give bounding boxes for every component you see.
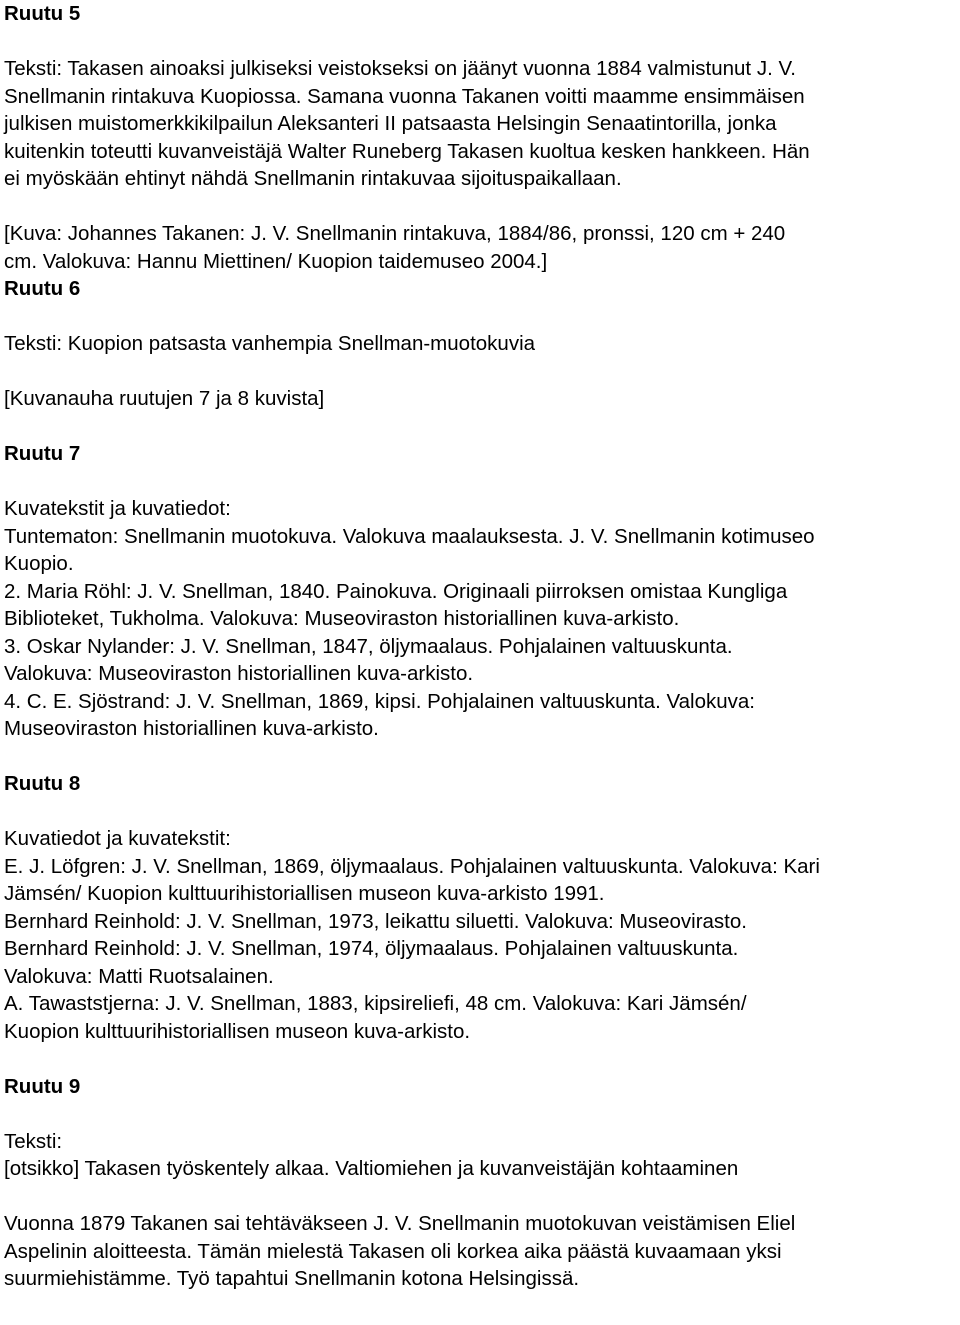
section-label-ruutu-9: Teksti: — [4, 1129, 63, 1153]
text-line: julkisen muistomerkkikilpailun Aleksanteri II patsaasta Helsingin Senaatintorilla, jonka — [4, 112, 777, 135]
section-heading-ruutu-8: Ruutu 8 — [4, 772, 81, 795]
caption-line: Kuopio. — [4, 552, 74, 575]
spacer — [4, 468, 954, 496]
caption-line: 3. Oskar Nylander: J. V. Snellman, 1847, öljymaalaus. Pohjalainen valtuuskunta. — [4, 634, 733, 658]
spacer — [4, 743, 954, 771]
text-line: Teksti: Takasen ainoaksi julkiseksi veistokseksi on jäänyt vuonna 1884 valmistunut J. V. — [4, 57, 796, 80]
spacer — [4, 28, 954, 56]
text-line: kuitenkin toteutti kuvanveistäjä Walter Runeberg Takasen kuoltua kesken hankkeen. Hän — [4, 139, 810, 163]
caption-line: 4. C. E. Sjöstrand: J. V. Snellman, 1869, kipsi. Pohjalainen valtuuskunta. Valokuva: — [4, 689, 755, 713]
caption-line: Valokuva: Museoviraston historiallinen kuva-arkisto. — [4, 662, 474, 685]
spacer — [4, 1183, 954, 1211]
text-line: ei myöskään ehtinyt nähdä Snellmanin rintakuvaa sijoituspaikallaan. — [4, 167, 622, 190]
section-text-ruutu-6: Teksti: Kuopion patsasta vanhempia Snellman-muotokuvia — [4, 332, 536, 355]
section-heading-ruutu-7: Ruutu 7 — [4, 442, 81, 465]
caption-line: Kuopion kulttuurihistoriallisen museon kuva-arkisto. — [4, 1019, 471, 1043]
caption-line: 2. Maria Röhl: J. V. Snellman, 1840. Painokuva. Originaali piirroksen omistaa Kungliga — [4, 579, 788, 603]
section-heading-ruutu-5: Ruutu 5 — [4, 2, 81, 25]
text-line: Snellmanin rintakuva Kuopiossa. Samana vuonna Takanen voitti maamme ensimmäisen — [4, 84, 805, 108]
text-line: Vuonna 1879 Takanen sai tehtäväkseen J. V. Snellmanin muotokuvan veistämisen Eliel — [4, 1212, 796, 1235]
section-text-ruutu-9 — [4, 1210, 954, 1293]
spacer — [4, 1045, 954, 1073]
image-caption-ruutu-5 — [4, 220, 954, 275]
spacer — [4, 798, 954, 826]
section-label-ruutu-8: Kuvatiedot ja kuvatekstit: — [4, 827, 231, 850]
caption-line: [Kuva: Johannes Takanen: J. V. Snellmanin rintakuva, 1884/86, pronssi, 120 cm + 240 — [4, 222, 786, 245]
section-title-ruutu-9: [otsikko] Takasen työskentely alkaa. Valtiomiehen ja kuvanveistäjän kohtaaminen — [4, 1157, 739, 1180]
spacer — [4, 193, 954, 221]
caption-line: Museoviraston historiallinen kuva-arkisto. — [4, 717, 379, 740]
caption-line: Biblioteket, Tukholma. Valokuva: Museoviraston historiallinen kuva-arkisto. — [4, 607, 680, 630]
caption-line: cm. Valokuva: Hannu Miettinen/ Kuopion taidemuseo 2004.] — [4, 249, 548, 273]
section-heading-ruutu-6: Ruutu 6 — [4, 277, 81, 300]
section-text-ruutu-5 — [4, 55, 954, 193]
spacer — [4, 413, 954, 441]
document-page — [4, 0, 954, 1293]
section-label-ruutu-7: Kuvatekstit ja kuvatiedot: — [4, 497, 231, 520]
caption-list-ruutu-8 — [4, 853, 954, 1046]
caption-line: A. Tawaststjerna: J. V. Snellman, 1883, kipsireliefi, 48 cm. Valokuva: Kari Jämsén/ — [4, 992, 747, 1015]
image-strip-note: [Kuvanauha ruutujen 7 ja 8 kuvista] — [4, 387, 325, 410]
caption-list-ruutu-7 — [4, 523, 954, 743]
caption-line: Bernhard Reinhold: J. V. Snellman, 1974, öljymaalaus. Pohjalainen valtuuskunta. — [4, 937, 739, 960]
text-line: suurmiehistämme. Työ tapahtui Snellmanin kotona Helsingissä. — [4, 1267, 580, 1290]
text-line: Aspelinin aloitteesta. Tämän mielestä Takasen oli korkea aika päästä kuvaamaan yksi — [4, 1239, 782, 1263]
section-heading-ruutu-9: Ruutu 9 — [4, 1074, 81, 1098]
spacer — [4, 1100, 954, 1128]
caption-line: Valokuva: Matti Ruotsalainen. — [4, 964, 274, 988]
caption-line: Tuntematon: Snellmanin muotokuva. Valokuva maalauksesta. J. V. Snellmanin kotimuseo — [4, 524, 815, 548]
spacer — [4, 303, 954, 331]
caption-line: Jämsén/ Kuopion kulttuurihistoriallisen museon kuva-arkisto 1991. — [4, 882, 605, 905]
caption-line: Bernhard Reinhold: J. V. Snellman, 1973, leikattu siluetti. Valokuva: Museovirasto. — [4, 909, 747, 933]
spacer — [4, 358, 954, 386]
caption-line: E. J. Löfgren: J. V. Snellman, 1869, öljymaalaus. Pohjalainen valtuuskunta. Valokuva: Kari — [4, 854, 820, 878]
